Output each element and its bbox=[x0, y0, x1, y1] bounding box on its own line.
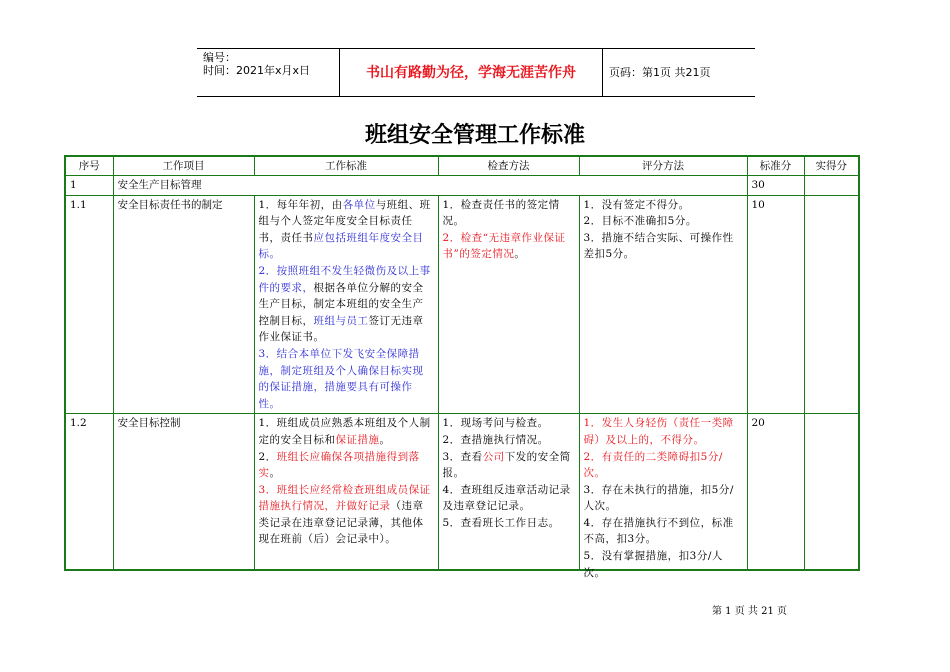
row1-item: 安全目标责任书的制定 bbox=[113, 195, 254, 414]
header-motto: 书山有路勤为径，学海无涯苦作舟 bbox=[366, 65, 576, 81]
row2-actual bbox=[804, 414, 859, 571]
page-footer: 第 1 页 共 21 页 bbox=[712, 606, 787, 617]
row1-std1c: 与班组、班组与个人签定年度安全目标责任书，责任书 bbox=[258, 198, 431, 244]
row2-sc4: 4．存在措施执行不到位，标准不高，扣3分。 bbox=[583, 516, 734, 546]
table-row bbox=[65, 414, 859, 571]
row1-std2d: 签订无违章作业保证书。 bbox=[258, 314, 424, 344]
row2-score: 20 bbox=[747, 414, 804, 571]
number-label: 编号： bbox=[203, 51, 236, 64]
row2-chk3b: 公司 bbox=[482, 450, 505, 463]
col-header-no: 序号 bbox=[65, 156, 113, 176]
row2-chk3a: 3．查看 bbox=[442, 450, 483, 463]
row2-sc5: 5．没有掌握措施，扣3分/人次。 bbox=[583, 550, 723, 579]
col-header-check: 检查方法 bbox=[438, 156, 579, 176]
row2-chk2: 2．查措施执行情况。 bbox=[442, 433, 549, 446]
row1-score: 10 bbox=[747, 195, 804, 414]
row2-std1c: 。 bbox=[379, 433, 391, 446]
row1-std1d: 应包括班组年度安全目标。 bbox=[258, 231, 424, 261]
row1-chk1: 1．检查责任书的签定情况。 bbox=[442, 198, 560, 228]
document-title: 班组安全管理工作标准 bbox=[364, 122, 585, 148]
row2-chk5: 5．查看班长工作日志。 bbox=[442, 516, 560, 529]
row1-chk2b: 。 bbox=[514, 248, 526, 261]
section-no: 1 bbox=[65, 176, 113, 196]
row2-item: 安全目标控制 bbox=[113, 414, 254, 571]
col-header-item: 工作项目 bbox=[113, 156, 254, 176]
row1-standard bbox=[254, 195, 438, 414]
row2-no: 1.2 bbox=[65, 414, 113, 571]
table-header-row bbox=[65, 156, 859, 176]
table-row bbox=[65, 195, 859, 414]
section-item: 安全生产目标管理 bbox=[113, 176, 747, 196]
row2-sc1: 1．发生人身轻伤（责任一类障碍）及以上的，不得分。 bbox=[583, 417, 734, 446]
row1-std1b: 各单位 bbox=[342, 198, 376, 211]
row1-no: 1.1 bbox=[65, 195, 113, 414]
row2-check bbox=[438, 414, 579, 571]
row1-scoring bbox=[579, 195, 747, 414]
row2-standard bbox=[254, 414, 438, 571]
standards-table bbox=[64, 155, 860, 579]
col-header-standard: 工作标准 bbox=[254, 156, 438, 176]
section-score: 30 bbox=[747, 176, 804, 196]
row2-chk4: 4．查班组反违章活动记录及违章登记记录。 bbox=[442, 483, 571, 513]
row2-std3b: 班组长应经常检查班组成员保证措施执行情况，并做好记录 bbox=[258, 483, 431, 513]
row2-chk3c: 下发的安全简报。 bbox=[442, 450, 571, 480]
row2-std3a: 3． bbox=[258, 483, 277, 496]
time-label: 时间：2021年x月x日 bbox=[203, 64, 311, 77]
row1-chk2a: 2．检查“无违章作业保证书”的签定情况 bbox=[442, 231, 566, 261]
row2-std2a: 2． bbox=[258, 450, 277, 463]
row2-scoring bbox=[579, 414, 747, 579]
row1-actual bbox=[804, 195, 859, 414]
row1-std2b: 根据各单位分解的安全生产目标，制定本班组的安全生产控制目标， bbox=[258, 281, 424, 327]
col-header-scoring: 评分方法 bbox=[579, 156, 747, 176]
row2-sc2: 2．有责任的二类障碍扣5分/次。 bbox=[583, 450, 723, 480]
row1-std2a: 2．按照班组不发生轻微伤及以上事件的要求， bbox=[258, 264, 431, 294]
row1-sc2: 2．目标不准确扣5分。 bbox=[583, 215, 697, 228]
row2-std1b: 保证措施 bbox=[335, 433, 380, 446]
row2-std1a: 1．班组成员应熟悉本班组及个人制定的安全目标和 bbox=[258, 417, 431, 446]
header-bottom-rule bbox=[197, 96, 755, 97]
header-meta bbox=[203, 51, 310, 77]
row1-std1a: 1．每年年初，由 bbox=[258, 198, 343, 211]
col-header-standard-score: 标准分 bbox=[747, 156, 804, 176]
row2-std2b: 班组长应确保各项措施得到落实 bbox=[258, 450, 420, 480]
row2-std3c: （违章类记录在违章登记记录薄，其他体现在班前（后）会记录中）。 bbox=[258, 500, 424, 546]
table-row-section bbox=[65, 176, 859, 196]
col-header-actual-score: 实得分 bbox=[804, 156, 859, 176]
header-page-label: 页码：第1页 共21页 bbox=[609, 66, 711, 79]
row2-std2c: 。 bbox=[269, 467, 281, 480]
header-divider-right bbox=[602, 48, 603, 96]
row2-scoring-clip bbox=[583, 415, 743, 579]
row2-sc3: 3．存在未执行的措施，扣5分/人次。 bbox=[583, 483, 734, 513]
row1-std3: 3．结合本单位下发飞安全保障措施，制定班组及个人确保目标实现的保证措施，措施要具有可操作性。 bbox=[258, 347, 424, 410]
row1-std2c: 班组与员工 bbox=[313, 314, 369, 327]
row1-sc1: 1．没有签定不得分。 bbox=[583, 198, 690, 211]
section-actual bbox=[804, 176, 859, 196]
row1-sc3: 3．措施不结合实际、可操作性差扣5分。 bbox=[583, 231, 734, 261]
row2-chk1: 1．现场考问与检查。 bbox=[442, 417, 549, 430]
row1-check bbox=[438, 195, 579, 414]
